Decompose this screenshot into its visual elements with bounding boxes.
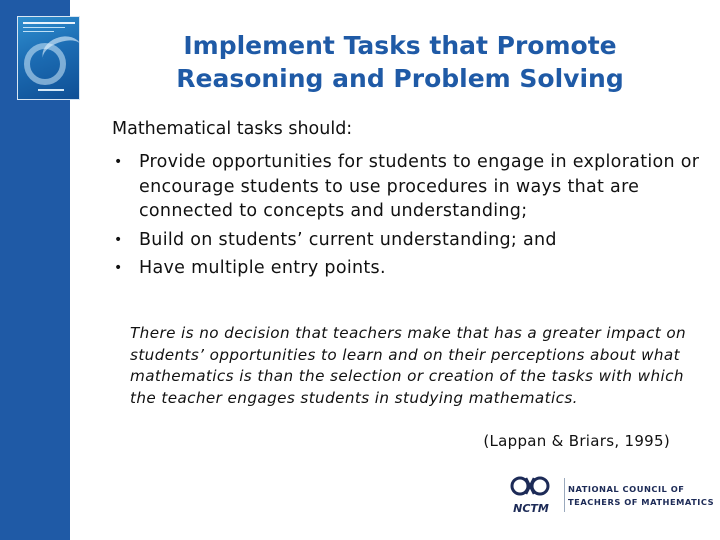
bullet-text: Have multiple entry points. — [139, 258, 386, 278]
bullet-item — [112, 150, 702, 224]
nctm-logo-icon — [506, 474, 556, 516]
logo-divider — [564, 478, 565, 512]
slide-title — [110, 29, 690, 95]
bullet-dot-icon: • — [114, 260, 123, 276]
slide-title-line-1: Implement Tasks that Promote — [183, 31, 617, 60]
nctm-logo — [506, 474, 715, 516]
logo-line-1: NATIONAL COUNCIL OF — [568, 484, 685, 494]
logo-line-2: TEACHERS OF MATHEMATICS — [568, 497, 715, 507]
bullet-item — [112, 228, 702, 253]
slide-title-line-2: Reasoning and Problem Solving — [176, 64, 624, 93]
bullet-item — [112, 256, 702, 281]
bullet-dot-icon: • — [114, 231, 123, 248]
nctm-logo-mark-text: NCTM — [513, 502, 549, 515]
intro-text: Mathematical tasks should: — [112, 119, 353, 139]
quote-citation: (Lappan & Briars, 1995) — [483, 432, 670, 450]
bullet-list — [112, 150, 702, 281]
book-cover-icon — [17, 16, 80, 100]
quote-text: There is no decision that teachers make that has a greater impact on students’ opportunities to learn and on their perceptions about what mathematics is than the selection or creation of the tasks with which the teacher engages students in studying mathematics. — [130, 324, 687, 408]
bullet-text: Build on students’ current understanding; and — [139, 229, 557, 250]
bullet-dot-icon: • — [114, 154, 123, 170]
book-cover-footer-line — [38, 89, 64, 91]
book-cover-title-lines — [23, 22, 75, 35]
logo-wordmark — [568, 483, 714, 509]
bullet-text: Provide opportunities for students to engage in exploration or encourage students to use procedures in ways that are connected to concepts and understanding; — [139, 152, 700, 221]
